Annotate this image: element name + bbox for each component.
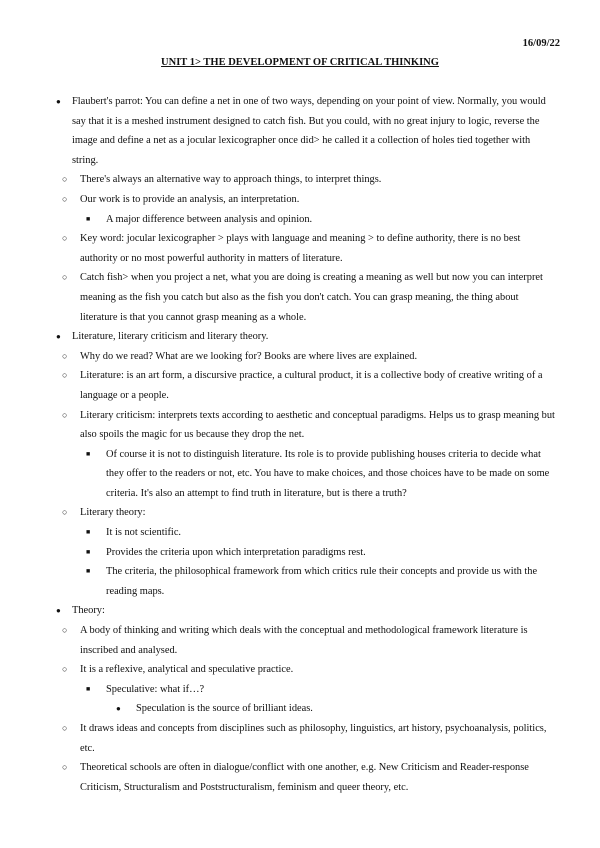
list-item-text: Key word: jocular lexicographer > plays with language and meaning > to define authority, there is no best authority or no most powerful authority in matters of literature.: [80, 233, 521, 264]
circle-bullet-icon: ○: [62, 664, 68, 675]
square-bullet-icon: ■: [86, 567, 91, 576]
circle-bullet-icon: ○: [62, 409, 68, 420]
list-item: [62, 503, 556, 601]
list-item-text: Why do we read? What are we looking for? Books are where lives are explained.: [80, 350, 418, 362]
square-bullet-icon: ■: [86, 528, 91, 537]
list-item-text: Literature, literary criticism and literary theory.: [72, 331, 269, 343]
sub-list: [116, 699, 556, 719]
list-item: [62, 268, 556, 327]
list-item-text: Literature: is an art form, a discursive practice, a cultural product, it is a collective body of creative writing of a language or a people.: [80, 370, 543, 401]
list-item: [0, 327, 600, 601]
square-bullet-icon: ■: [86, 449, 91, 458]
sub-list: [86, 210, 556, 230]
circle-bullet-icon: ○: [62, 174, 68, 185]
circle-bullet-icon: ○: [62, 370, 68, 381]
list-item: [62, 719, 556, 758]
document-title: UNIT 1> THE DEVELOPMENT OF CRITICAL THINKING: [161, 57, 439, 68]
list-item: [62, 366, 556, 405]
circle-bullet-icon: ○: [62, 625, 68, 636]
circle-bullet-icon: ○: [62, 193, 68, 204]
list-item-text: Speculation is the source of brilliant ideas.: [136, 703, 313, 715]
list-item-text: Speculative: what if…?: [106, 683, 205, 695]
list-item-text: It is a reflexive, analytical and speculative practice.: [80, 664, 294, 676]
bullet-icon: ●: [56, 332, 61, 342]
sub-list: [86, 445, 556, 504]
list-item-text: Literary criticism: interprets texts according to aesthetic and conceptual paradigms. Helps us to grasp meaning but also spoils the magic for us because they drop the net.: [80, 409, 555, 441]
sub-list: [86, 523, 556, 601]
list-item: [62, 229, 556, 268]
list-item: [62, 170, 556, 190]
list-item-text: Our work is to provide an analysis, an interpretation.: [80, 193, 300, 205]
list-item-text: It is not scientific.: [106, 527, 182, 539]
circle-bullet-icon: ○: [62, 350, 68, 361]
list-item-text: Of course it is not to distinguish literature. Its role is to provide publishing houses criteria to decide what they offer to the readers or not, etc. You have to make choices, and those choices have to be made on some criteria. It's also an attempt to find truth in literature, but is there a truth?: [106, 448, 550, 499]
list-item-text: There's always an alternative way to approach things, to interpret things.: [80, 174, 382, 186]
square-bullet-icon: ■: [86, 684, 91, 693]
list-item: [86, 680, 556, 719]
bullet-icon: ●: [56, 97, 61, 106]
bullet-list: [0, 92, 600, 797]
list-item-text: Theoretical schools are often in dialogue/conflict with one another, e.g. New Criticism and Reader-response Criticism, Structuralism and Poststructuralism, feminism and queer theory, etc.: [80, 762, 529, 793]
document-body: [0, 92, 600, 797]
sub-list: [86, 680, 556, 719]
list-item: [86, 523, 556, 543]
list-item-text: Flaubert's parrot: You can define a net in one of two ways, depending on your point of view. Normally, you would say that it is a meshed instrument designed to catch fish. But you could, with no great injury to logic, reverse the image and define a net as a jocular lexicographer once did> he called it a collection of holes tied together with string.: [72, 96, 546, 166]
list-item: [62, 621, 556, 660]
list-item: [62, 660, 556, 719]
list-item-text: Literary theory:: [80, 507, 146, 519]
circle-bullet-icon: ○: [62, 233, 68, 244]
sub-list: [62, 347, 556, 602]
list-item: [86, 543, 556, 563]
list-item-text: A body of thinking and writing which deals with the conceptual and methodological framework literature is inscribed and analysed.: [80, 625, 528, 656]
list-item-text: Provides the criteria upon which interpretation paradigms rest.: [106, 546, 366, 558]
sub-list: [62, 170, 556, 327]
list-item: [86, 445, 556, 504]
list-item-text: It draws ideas and concepts from disciplines such as philosophy, linguistics, art history, psychoanalysis, politics, etc.: [80, 723, 547, 754]
bullet-icon: ●: [56, 606, 61, 616]
list-item-text: Catch fish> when you project a net, what you are doing is creating a meaning as well but now you can interpret meaning as the fish you catch but also as the fish you don't catch. You can grasp meaning, the thing about literature is that you cannot grasp meaning as a whole.: [80, 272, 543, 323]
list-item-text: The criteria, the philosophical framework from which critics rule their concepts and provide us with the reading maps.: [106, 566, 538, 597]
list-item-text: A major difference between analysis and opinion.: [106, 213, 313, 225]
list-item-text: Theory:: [72, 605, 105, 617]
list-item: [62, 758, 556, 797]
list-item: [86, 210, 556, 230]
list-item: [86, 562, 556, 601]
square-bullet-icon: ■: [86, 547, 91, 556]
list-item: [0, 92, 600, 327]
circle-bullet-icon: ○: [62, 723, 68, 733]
square-bullet-icon: ■: [86, 214, 91, 223]
sub-list: [62, 621, 556, 797]
bullet-icon: ●: [116, 704, 121, 714]
circle-bullet-icon: ○: [62, 762, 68, 773]
list-item: [62, 347, 556, 367]
list-item: [116, 699, 556, 719]
circle-bullet-icon: ○: [62, 507, 68, 518]
circle-bullet-icon: ○: [62, 272, 68, 283]
list-item: [62, 190, 556, 229]
list-item: [62, 406, 556, 504]
document-date: 16/09/22: [522, 38, 560, 49]
list-item: [0, 601, 600, 797]
